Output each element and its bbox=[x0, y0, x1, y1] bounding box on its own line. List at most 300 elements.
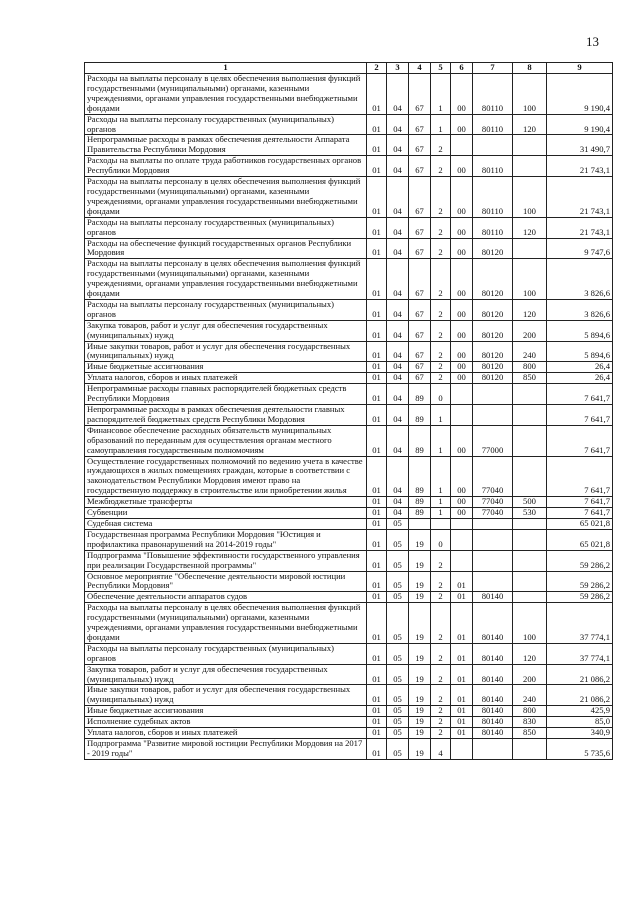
code-event bbox=[451, 529, 473, 550]
code-program: 67 bbox=[409, 217, 431, 238]
code-expense-type: 200 bbox=[513, 664, 547, 685]
code-subsection: 04 bbox=[387, 217, 409, 238]
code-expense-type bbox=[513, 238, 547, 259]
code-section: 01 bbox=[367, 259, 387, 300]
column-header: 9 bbox=[547, 63, 613, 74]
row-amount: 85,0 bbox=[547, 717, 613, 728]
code-section: 01 bbox=[367, 114, 387, 135]
row-amount: 21 743,1 bbox=[547, 177, 613, 218]
code-section: 01 bbox=[367, 529, 387, 550]
table-row bbox=[85, 728, 613, 739]
code-section: 01 bbox=[367, 217, 387, 238]
code-direction: 80120 bbox=[473, 341, 513, 362]
code-subprogram: 2 bbox=[431, 550, 451, 571]
code-event: 00 bbox=[451, 74, 473, 115]
code-subprogram: 1 bbox=[431, 497, 451, 508]
code-subsection: 04 bbox=[387, 320, 409, 341]
code-program: 67 bbox=[409, 177, 431, 218]
code-section: 01 bbox=[367, 405, 387, 426]
code-program: 89 bbox=[409, 425, 431, 456]
code-expense-type: 800 bbox=[513, 362, 547, 373]
code-direction bbox=[473, 135, 513, 156]
code-event bbox=[451, 550, 473, 571]
table-row bbox=[85, 259, 613, 300]
code-program: 67 bbox=[409, 74, 431, 115]
row-name: Расходы на выплаты персоналу государственных (муниципальных) органов bbox=[85, 217, 367, 238]
code-subsection: 04 bbox=[387, 425, 409, 456]
code-event: 00 bbox=[451, 114, 473, 135]
page-number: 13 bbox=[586, 34, 599, 49]
code-program: 89 bbox=[409, 508, 431, 519]
code-subprogram: 2 bbox=[431, 299, 451, 320]
code-direction bbox=[473, 571, 513, 592]
code-section: 01 bbox=[367, 728, 387, 739]
table-row bbox=[85, 739, 613, 760]
code-event: 00 bbox=[451, 299, 473, 320]
row-name: Подпрограмма "Развитие мировой юстиции Республики Мордовия на 2017 - 2019 годы" bbox=[85, 739, 367, 760]
code-direction: 77040 bbox=[473, 508, 513, 519]
row-name: Расходы на выплаты персоналу государственных (муниципальных) органов bbox=[85, 643, 367, 664]
code-program: 19 bbox=[409, 728, 431, 739]
code-subsection: 05 bbox=[387, 603, 409, 644]
row-name: Финансовое обеспечение расходных обязательств муниципальных образований по переданным для осуществления органам местного самоуправления государственным полномочиям bbox=[85, 425, 367, 456]
row-name: Уплата налогов, сборов и иных платежей bbox=[85, 373, 367, 384]
code-subsection: 04 bbox=[387, 299, 409, 320]
table-row bbox=[85, 320, 613, 341]
code-section: 01 bbox=[367, 518, 387, 529]
table-row bbox=[85, 238, 613, 259]
table-row bbox=[85, 405, 613, 426]
code-direction bbox=[473, 739, 513, 760]
code-subprogram: 1 bbox=[431, 405, 451, 426]
code-subsection: 04 bbox=[387, 384, 409, 405]
row-name: Судебная система bbox=[85, 518, 367, 529]
header-row bbox=[85, 63, 613, 74]
table-row bbox=[85, 706, 613, 717]
code-subprogram: 2 bbox=[431, 341, 451, 362]
row-amount: 7 641,7 bbox=[547, 508, 613, 519]
row-name: Иные закупки товаров, работ и услуг для обеспечения государственных (муниципальных) нужд bbox=[85, 341, 367, 362]
table-row bbox=[85, 341, 613, 362]
code-event: 01 bbox=[451, 643, 473, 664]
column-header: 6 bbox=[451, 63, 473, 74]
column-header: 8 bbox=[513, 63, 547, 74]
code-direction: 80140 bbox=[473, 664, 513, 685]
table-row bbox=[85, 550, 613, 571]
code-direction: 80110 bbox=[473, 177, 513, 218]
row-name: Расходы на выплаты по оплате труда работников государственных органов Республики Мордовия bbox=[85, 156, 367, 177]
row-amount: 9 747,6 bbox=[547, 238, 613, 259]
code-expense-type: 850 bbox=[513, 373, 547, 384]
row-name: Непрограммные расходы в рамках обеспечения деятельности Аппарата Правительства Республики Мордовия bbox=[85, 135, 367, 156]
code-program: 19 bbox=[409, 685, 431, 706]
column-header: 1 bbox=[85, 63, 367, 74]
code-section: 01 bbox=[367, 362, 387, 373]
code-section: 01 bbox=[367, 497, 387, 508]
code-subprogram: 2 bbox=[431, 373, 451, 384]
code-expense-type bbox=[513, 405, 547, 426]
row-name: Расходы на выплаты персоналу в целях обеспечения выполнения функций государственными (муниципальными) органами, казенными учреждениями, органами управления государственными внебюджетными фондами bbox=[85, 177, 367, 218]
code-event: 00 bbox=[451, 508, 473, 519]
code-direction: 80120 bbox=[473, 362, 513, 373]
code-direction bbox=[473, 529, 513, 550]
code-section: 01 bbox=[367, 664, 387, 685]
row-name: Межбюджетные трансферты bbox=[85, 497, 367, 508]
code-section: 01 bbox=[367, 238, 387, 259]
table-row bbox=[85, 373, 613, 384]
row-name: Расходы на выплаты персоналу государственных (муниципальных) органов bbox=[85, 299, 367, 320]
code-event: 01 bbox=[451, 728, 473, 739]
code-subprogram: 2 bbox=[431, 238, 451, 259]
code-event: 00 bbox=[451, 320, 473, 341]
table-row bbox=[85, 217, 613, 238]
code-program: 19 bbox=[409, 603, 431, 644]
code-section: 01 bbox=[367, 425, 387, 456]
code-direction: 80120 bbox=[473, 373, 513, 384]
code-direction: 80110 bbox=[473, 114, 513, 135]
code-subsection: 04 bbox=[387, 405, 409, 426]
code-subprogram: 2 bbox=[431, 320, 451, 341]
code-subsection: 05 bbox=[387, 685, 409, 706]
code-expense-type: 120 bbox=[513, 217, 547, 238]
code-subprogram: 2 bbox=[431, 664, 451, 685]
code-direction: 77040 bbox=[473, 456, 513, 497]
row-amount: 5 894,6 bbox=[547, 341, 613, 362]
row-name: Непрограммные расходы главных распорядителей бюджетных средств Республики Мордовия bbox=[85, 384, 367, 405]
code-expense-type bbox=[513, 739, 547, 760]
code-section: 01 bbox=[367, 384, 387, 405]
code-subsection: 04 bbox=[387, 177, 409, 218]
code-subprogram: 1 bbox=[431, 114, 451, 135]
code-direction: 77000 bbox=[473, 425, 513, 456]
row-amount: 37 774,1 bbox=[547, 643, 613, 664]
code-program: 19 bbox=[409, 571, 431, 592]
code-expense-type: 500 bbox=[513, 497, 547, 508]
code-subprogram: 2 bbox=[431, 717, 451, 728]
code-event: 00 bbox=[451, 456, 473, 497]
code-expense-type: 800 bbox=[513, 706, 547, 717]
code-subprogram: 2 bbox=[431, 156, 451, 177]
row-amount: 7 641,7 bbox=[547, 497, 613, 508]
code-subsection: 04 bbox=[387, 497, 409, 508]
code-subsection: 05 bbox=[387, 529, 409, 550]
code-direction: 80140 bbox=[473, 728, 513, 739]
code-subprogram: 2 bbox=[431, 603, 451, 644]
row-name: Обеспечение деятельности аппаратов судов bbox=[85, 592, 367, 603]
code-subprogram: 1 bbox=[431, 508, 451, 519]
row-amount: 7 641,7 bbox=[547, 425, 613, 456]
code-section: 01 bbox=[367, 685, 387, 706]
code-expense-type: 100 bbox=[513, 603, 547, 644]
code-program: 67 bbox=[409, 114, 431, 135]
row-amount: 37 774,1 bbox=[547, 603, 613, 644]
row-name: Основное мероприятие "Обеспечение деятельности мировой юстиции Республики Мордовия" bbox=[85, 571, 367, 592]
code-event: 00 bbox=[451, 238, 473, 259]
code-section: 01 bbox=[367, 156, 387, 177]
code-subsection: 05 bbox=[387, 664, 409, 685]
code-event: 00 bbox=[451, 362, 473, 373]
code-subprogram bbox=[431, 518, 451, 529]
row-amount: 5 894,6 bbox=[547, 320, 613, 341]
row-name: Закупка товаров, работ и услуг для обеспечения государственных (муниципальных) нужд bbox=[85, 320, 367, 341]
code-direction bbox=[473, 550, 513, 571]
code-program: 67 bbox=[409, 238, 431, 259]
budget-table bbox=[84, 62, 613, 760]
code-subprogram: 2 bbox=[431, 135, 451, 156]
code-program: 19 bbox=[409, 592, 431, 603]
code-subsection: 05 bbox=[387, 550, 409, 571]
row-amount: 59 286,2 bbox=[547, 571, 613, 592]
code-expense-type: 120 bbox=[513, 643, 547, 664]
code-program: 19 bbox=[409, 706, 431, 717]
row-amount: 59 286,2 bbox=[547, 550, 613, 571]
code-event: 01 bbox=[451, 717, 473, 728]
row-amount: 425,9 bbox=[547, 706, 613, 717]
table-row bbox=[85, 529, 613, 550]
code-event: 00 bbox=[451, 177, 473, 218]
code-direction: 77040 bbox=[473, 497, 513, 508]
code-subsection: 05 bbox=[387, 643, 409, 664]
code-subsection: 05 bbox=[387, 739, 409, 760]
row-name: Исполнение судебных актов bbox=[85, 717, 367, 728]
code-section: 01 bbox=[367, 74, 387, 115]
table-row bbox=[85, 603, 613, 644]
code-subsection: 05 bbox=[387, 571, 409, 592]
code-program: 19 bbox=[409, 550, 431, 571]
row-amount: 340,9 bbox=[547, 728, 613, 739]
code-direction: 80120 bbox=[473, 320, 513, 341]
row-amount: 21 743,1 bbox=[547, 156, 613, 177]
code-subprogram: 2 bbox=[431, 217, 451, 238]
code-expense-type bbox=[513, 529, 547, 550]
code-event bbox=[451, 135, 473, 156]
code-expense-type: 850 bbox=[513, 728, 547, 739]
code-event bbox=[451, 405, 473, 426]
column-header: 2 bbox=[367, 63, 387, 74]
code-subsection: 05 bbox=[387, 706, 409, 717]
code-subsection: 04 bbox=[387, 156, 409, 177]
code-expense-type: 120 bbox=[513, 114, 547, 135]
table-row bbox=[85, 456, 613, 497]
table-row bbox=[85, 114, 613, 135]
code-direction: 80140 bbox=[473, 706, 513, 717]
code-subsection: 04 bbox=[387, 114, 409, 135]
code-subprogram: 2 bbox=[431, 571, 451, 592]
table-row bbox=[85, 156, 613, 177]
row-amount: 21 743,1 bbox=[547, 217, 613, 238]
row-name: Осуществление государственных полномочий по ведению учета в качестве нуждающихся в жилых помещениях граждан, которые в соответствии с законодательством Республики Мордовия имеют право на государственную поддержку в строительстве или приобретении жилья bbox=[85, 456, 367, 497]
code-event bbox=[451, 518, 473, 529]
table-row bbox=[85, 664, 613, 685]
row-amount: 9 190,4 bbox=[547, 74, 613, 115]
code-subsection: 04 bbox=[387, 456, 409, 497]
code-subprogram: 2 bbox=[431, 592, 451, 603]
code-expense-type: 240 bbox=[513, 341, 547, 362]
row-name: Расходы на выплаты персоналу в целях обеспечения выполнения функций государственными (муниципальными) органами, казенными учреждениями, органами управления государственными внебюджетными фондами bbox=[85, 259, 367, 300]
code-direction: 80110 bbox=[473, 217, 513, 238]
code-section: 01 bbox=[367, 373, 387, 384]
row-amount: 7 641,7 bbox=[547, 384, 613, 405]
row-name: Расходы на выплаты персоналу в целях обеспечения выполнения функций государственными (муниципальными) органами, казенными учреждениями, органами управления государственными внебюджетными фондами bbox=[85, 603, 367, 644]
code-direction: 80140 bbox=[473, 592, 513, 603]
code-section: 01 bbox=[367, 508, 387, 519]
code-section: 01 bbox=[367, 456, 387, 497]
code-program: 67 bbox=[409, 320, 431, 341]
row-name: Расходы на обеспечение функций государственных органов Республики Мордовия bbox=[85, 238, 367, 259]
row-amount: 59 286,2 bbox=[547, 592, 613, 603]
code-direction: 80110 bbox=[473, 156, 513, 177]
code-expense-type: 240 bbox=[513, 685, 547, 706]
code-program: 67 bbox=[409, 373, 431, 384]
row-name: Иные бюджетные ассигнования bbox=[85, 362, 367, 373]
code-section: 01 bbox=[367, 571, 387, 592]
code-event: 00 bbox=[451, 341, 473, 362]
code-subprogram: 2 bbox=[431, 259, 451, 300]
code-expense-type: 100 bbox=[513, 177, 547, 218]
table-row bbox=[85, 571, 613, 592]
code-subsection: 04 bbox=[387, 508, 409, 519]
code-expense-type: 830 bbox=[513, 717, 547, 728]
code-expense-type: 100 bbox=[513, 259, 547, 300]
code-subsection: 05 bbox=[387, 592, 409, 603]
code-program: 67 bbox=[409, 259, 431, 300]
code-subprogram: 2 bbox=[431, 643, 451, 664]
code-subsection: 04 bbox=[387, 341, 409, 362]
code-event: 00 bbox=[451, 497, 473, 508]
table-row bbox=[85, 362, 613, 373]
code-event: 01 bbox=[451, 571, 473, 592]
row-amount: 9 190,4 bbox=[547, 114, 613, 135]
row-amount: 65 021,8 bbox=[547, 518, 613, 529]
table-row bbox=[85, 177, 613, 218]
row-name: Иные закупки товаров, работ и услуг для обеспечения государственных (муниципальных) нужд bbox=[85, 685, 367, 706]
row-amount: 21 086,2 bbox=[547, 685, 613, 706]
code-expense-type bbox=[513, 156, 547, 177]
code-program: 19 bbox=[409, 643, 431, 664]
code-expense-type bbox=[513, 384, 547, 405]
code-section: 01 bbox=[367, 550, 387, 571]
code-direction: 80140 bbox=[473, 717, 513, 728]
table-body bbox=[85, 74, 613, 760]
code-event: 01 bbox=[451, 685, 473, 706]
column-header: 7 bbox=[473, 63, 513, 74]
code-direction bbox=[473, 405, 513, 426]
code-expense-type: 100 bbox=[513, 74, 547, 115]
row-amount: 7 641,7 bbox=[547, 405, 613, 426]
code-section: 01 bbox=[367, 739, 387, 760]
code-program bbox=[409, 518, 431, 529]
code-expense-type bbox=[513, 135, 547, 156]
code-direction: 80120 bbox=[473, 238, 513, 259]
row-name: Уплата налогов, сборов и иных платежей bbox=[85, 728, 367, 739]
code-section: 01 bbox=[367, 706, 387, 717]
code-subprogram: 0 bbox=[431, 384, 451, 405]
row-amount: 21 086,2 bbox=[547, 664, 613, 685]
code-subsection: 05 bbox=[387, 518, 409, 529]
code-section: 01 bbox=[367, 177, 387, 218]
table-row bbox=[85, 425, 613, 456]
code-expense-type: 120 bbox=[513, 299, 547, 320]
code-event: 01 bbox=[451, 603, 473, 644]
code-program: 67 bbox=[409, 156, 431, 177]
code-direction: 80140 bbox=[473, 603, 513, 644]
row-name: Закупка товаров, работ и услуг для обеспечения государственных (муниципальных) нужд bbox=[85, 664, 367, 685]
code-section: 01 bbox=[367, 135, 387, 156]
code-expense-type: 530 bbox=[513, 508, 547, 519]
code-event: 00 bbox=[451, 259, 473, 300]
code-direction: 80120 bbox=[473, 299, 513, 320]
code-expense-type bbox=[513, 550, 547, 571]
code-expense-type bbox=[513, 571, 547, 592]
table-row bbox=[85, 518, 613, 529]
code-program: 89 bbox=[409, 405, 431, 426]
code-subprogram: 1 bbox=[431, 456, 451, 497]
code-program: 19 bbox=[409, 717, 431, 728]
code-subprogram: 2 bbox=[431, 362, 451, 373]
code-subsection: 04 bbox=[387, 362, 409, 373]
row-amount: 3 826,6 bbox=[547, 299, 613, 320]
table-row bbox=[85, 685, 613, 706]
code-program: 89 bbox=[409, 384, 431, 405]
code-direction: 80140 bbox=[473, 685, 513, 706]
code-subprogram: 1 bbox=[431, 74, 451, 115]
row-name: Иные бюджетные ассигнования bbox=[85, 706, 367, 717]
code-subprogram: 0 bbox=[431, 529, 451, 550]
code-expense-type: 200 bbox=[513, 320, 547, 341]
row-name: Непрограммные расходы в рамках обеспечения деятельности главных распорядителей бюджетных средств Республики Мордовия bbox=[85, 405, 367, 426]
code-direction: 80140 bbox=[473, 643, 513, 664]
code-program: 19 bbox=[409, 529, 431, 550]
code-subsection: 04 bbox=[387, 259, 409, 300]
table-row bbox=[85, 74, 613, 115]
code-subprogram: 4 bbox=[431, 739, 451, 760]
code-event: 00 bbox=[451, 217, 473, 238]
code-program: 89 bbox=[409, 497, 431, 508]
code-section: 01 bbox=[367, 320, 387, 341]
code-subsection: 04 bbox=[387, 238, 409, 259]
code-subprogram: 2 bbox=[431, 728, 451, 739]
code-subsection: 04 bbox=[387, 74, 409, 115]
row-name: Подпрограмма "Повышение эффективности государственного управления при реализации Государственной программы" bbox=[85, 550, 367, 571]
row-name: Субвенции bbox=[85, 508, 367, 519]
code-section: 01 bbox=[367, 603, 387, 644]
code-section: 01 bbox=[367, 341, 387, 362]
code-program: 67 bbox=[409, 299, 431, 320]
code-subprogram: 2 bbox=[431, 177, 451, 218]
row-amount: 65 021,8 bbox=[547, 529, 613, 550]
code-subsection: 05 bbox=[387, 728, 409, 739]
code-program: 19 bbox=[409, 664, 431, 685]
code-event: 00 bbox=[451, 373, 473, 384]
code-program: 67 bbox=[409, 362, 431, 373]
code-program: 89 bbox=[409, 456, 431, 497]
column-header: 3 bbox=[387, 63, 409, 74]
column-header: 5 bbox=[431, 63, 451, 74]
row-amount: 5 735,6 bbox=[547, 739, 613, 760]
row-amount: 26,4 bbox=[547, 362, 613, 373]
row-amount: 31 490,7 bbox=[547, 135, 613, 156]
code-expense-type bbox=[513, 425, 547, 456]
code-program: 67 bbox=[409, 135, 431, 156]
code-event: 01 bbox=[451, 592, 473, 603]
code-subprogram: 1 bbox=[431, 425, 451, 456]
code-subsection: 04 bbox=[387, 373, 409, 384]
code-direction bbox=[473, 518, 513, 529]
code-expense-type bbox=[513, 518, 547, 529]
code-direction bbox=[473, 384, 513, 405]
code-event: 00 bbox=[451, 156, 473, 177]
code-event bbox=[451, 384, 473, 405]
